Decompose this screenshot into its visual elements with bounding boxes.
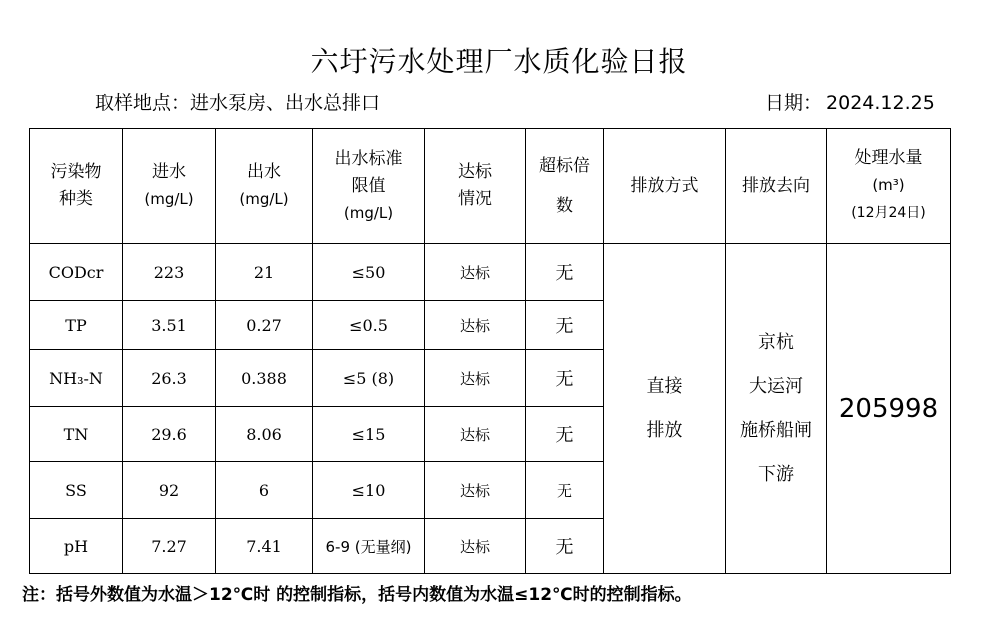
limit-cell: ≤50: [313, 244, 425, 301]
pollutant-cell: pH: [30, 519, 123, 574]
date-label: 日期：: [765, 92, 823, 114]
outflow-cell: 8.06: [216, 407, 313, 462]
inflow-cell: 29.6: [123, 407, 216, 462]
header-discharge-method: 排放方式: [604, 129, 726, 244]
limit-cell: ≤15: [313, 407, 425, 462]
inflow-cell: 7.27: [123, 519, 216, 574]
header-exceed: 超标倍 数: [526, 129, 604, 244]
table-row: [30, 244, 951, 301]
discharge-method-cell: 直接 排放: [604, 244, 726, 574]
water-quality-table: [29, 128, 951, 574]
outflow-cell: 6: [216, 462, 313, 519]
sampling-site: 取样地点：进水泵房、出水总排口: [95, 92, 381, 114]
report-date: [765, 88, 935, 115]
pollutant-cell: CODcr: [30, 244, 123, 301]
exceed-cell: 无: [526, 244, 604, 301]
inflow-cell: 223: [123, 244, 216, 301]
status-cell: 达标: [425, 244, 526, 301]
outflow-cell: 0.27: [216, 301, 313, 350]
header-row: [30, 129, 951, 244]
limit-cell: ≤5 (8): [313, 350, 425, 407]
header-volume: 处理水量 (m³) (12月24日): [827, 129, 951, 244]
pollutant-cell: TN: [30, 407, 123, 462]
inflow-cell: 26.3: [123, 350, 216, 407]
inflow-cell: 3.51: [123, 301, 216, 350]
outflow-cell: 0.388: [216, 350, 313, 407]
exceed-cell: 无: [526, 519, 604, 574]
footnote: 注：括号外数值为水温＞12℃时 的控制指标，括号内数值为水温≤12℃时的控制指标。: [22, 585, 692, 605]
header-limit: 出水标准 限值 (mg/L): [313, 129, 425, 244]
exceed-cell: 无: [526, 407, 604, 462]
status-cell: 达标: [425, 407, 526, 462]
pollutant-cell: SS: [30, 462, 123, 519]
header-compliance: 达标 情况: [425, 129, 526, 244]
pollutant-cell: NH₃-N: [30, 350, 123, 407]
limit-cell: ≤10: [313, 462, 425, 519]
exceed-cell: 无: [526, 301, 604, 350]
header-outflow: 出水 (mg/L): [216, 129, 313, 244]
inflow-cell: 92: [123, 462, 216, 519]
header-pollutant: 污染物 种类: [30, 129, 123, 244]
status-cell: 达标: [425, 301, 526, 350]
report-title: 六圩污水处理厂水质化验日报: [310, 45, 688, 78]
status-cell: 达标: [425, 462, 526, 519]
exceed-cell: 无: [526, 462, 604, 519]
limit-cell: ≤0.5: [313, 301, 425, 350]
volume-cell: 205998: [827, 244, 951, 574]
outflow-cell: 21: [216, 244, 313, 301]
pollutant-cell: TP: [30, 301, 123, 350]
status-cell: 达标: [425, 519, 526, 574]
discharge-dest-cell: 京杭 大运河 施桥船闸 下游: [726, 244, 827, 574]
exceed-cell: 无: [526, 350, 604, 407]
header-inflow: 进水 (mg/L): [123, 129, 216, 244]
header-discharge-dest: 排放去向: [726, 129, 827, 244]
outflow-cell: 7.41: [216, 519, 313, 574]
status-cell: 达标: [425, 350, 526, 407]
date-value: 2024.12.25: [826, 92, 935, 114]
limit-cell: 6-9 (无量纲): [313, 519, 425, 574]
